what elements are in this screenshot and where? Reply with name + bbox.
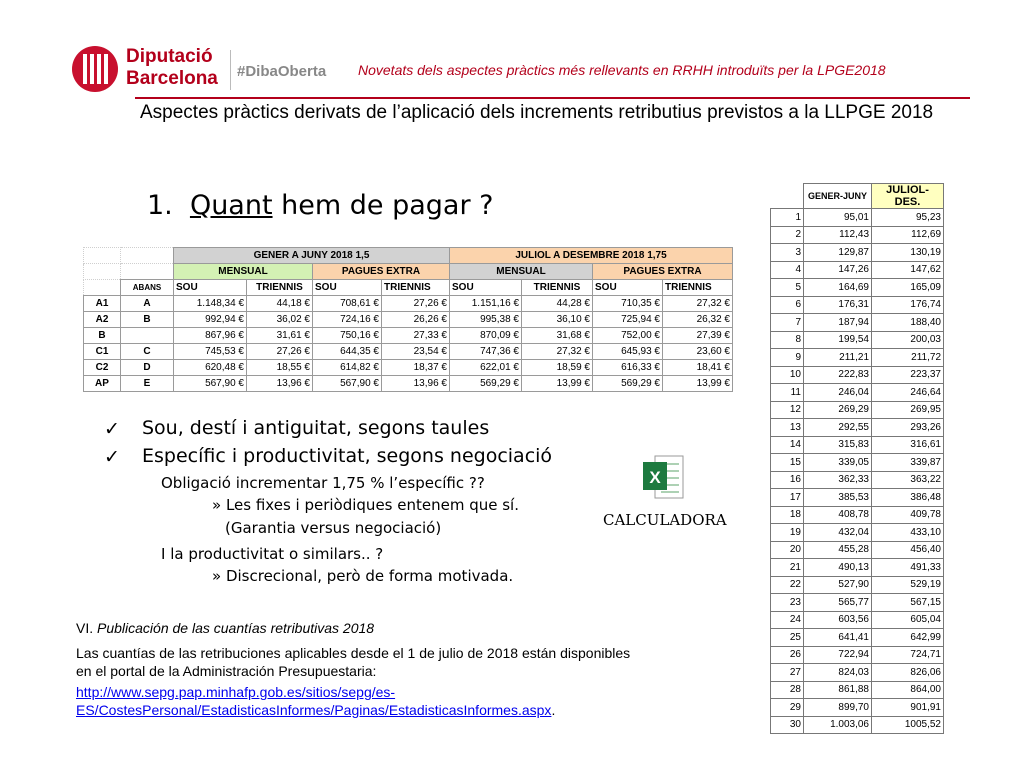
- juliol-des-cell: 112,69: [872, 226, 944, 244]
- footer-link-line1: [76, 684, 395, 700]
- index-cell: 9: [771, 349, 804, 367]
- juliol-des-cell: 293,26: [872, 419, 944, 437]
- gener-juny-cell: 339,05: [804, 454, 872, 472]
- question-underlined-word: Quant: [189, 190, 273, 221]
- amount-cell: 13,99 €: [522, 376, 593, 392]
- index-cell: 2: [771, 226, 804, 244]
- amount-cell: 867,96 €: [174, 328, 247, 344]
- section-vi-title: Publicación de las cuantías retributivas 2018: [97, 620, 375, 636]
- section-vi-heading: [76, 620, 374, 636]
- juliol-des-cell: 211,72: [872, 349, 944, 367]
- juliol-des-cell: 200,03: [872, 331, 944, 349]
- amount-cell: 27,32 €: [663, 296, 733, 312]
- amount-cell: 644,35 €: [313, 344, 382, 360]
- amount-cell: 708,61 €: [313, 296, 382, 312]
- trienni-table-body: [771, 209, 944, 734]
- abans-cell: C: [121, 344, 174, 360]
- index-cell: 4: [771, 261, 804, 279]
- group-cell: C1: [84, 344, 121, 360]
- sou-header: SOU: [174, 280, 247, 296]
- trienni-row: [771, 366, 944, 384]
- index-cell: 17: [771, 489, 804, 507]
- amount-cell: 1.151,16 €: [450, 296, 522, 312]
- amount-cell: 745,53 €: [174, 344, 247, 360]
- index-cell: 14: [771, 436, 804, 454]
- col-gener-juny-header: GENER-JUNY: [804, 184, 872, 209]
- juliol-des-cell: 642,99: [872, 629, 944, 647]
- line-productivitat: I la productivitat o similars.. ?: [161, 545, 384, 563]
- trienni-row: [771, 436, 944, 454]
- gener-juny-cell: 1.003,06: [804, 716, 872, 734]
- footer-link-line2: [76, 702, 555, 718]
- juliol-des-cell: 95,23: [872, 209, 944, 227]
- checkmark-icon: ✓: [104, 419, 120, 440]
- trienni-row: [771, 681, 944, 699]
- juliol-des-cell: 130,19: [872, 244, 944, 262]
- triennis-header: TRIENNIS: [382, 280, 450, 296]
- amount-cell: 44,18 €: [247, 296, 313, 312]
- amount-cell: 13,96 €: [247, 376, 313, 392]
- index-cell: 13: [771, 419, 804, 437]
- amount-cell: 26,32 €: [663, 312, 733, 328]
- salary-row: [84, 296, 733, 312]
- question-rest: hem de pagar ?: [272, 190, 494, 221]
- index-cell: 3: [771, 244, 804, 262]
- amount-cell: 26,26 €: [382, 312, 450, 328]
- gener-juny-cell: 315,83: [804, 436, 872, 454]
- trienni-row: [771, 541, 944, 559]
- amount-cell: 23,60 €: [663, 344, 733, 360]
- abans-header: ABANS: [121, 280, 174, 296]
- amount-cell: 724,16 €: [313, 312, 382, 328]
- gener-juny-cell: 824,03: [804, 664, 872, 682]
- gener-juny-cell: 187,94: [804, 314, 872, 332]
- trienni-row: [771, 471, 944, 489]
- gener-juny-cell: 455,28: [804, 541, 872, 559]
- index-cell: 11: [771, 384, 804, 402]
- trienni-row: [771, 506, 944, 524]
- salary-row: [84, 328, 733, 344]
- abans-cell: E: [121, 376, 174, 392]
- abans-cell: [121, 328, 174, 344]
- index-cell: 27: [771, 664, 804, 682]
- trienni-row: [771, 331, 944, 349]
- p2-mensual-header: MENSUAL: [450, 264, 593, 280]
- trienni-row: [771, 279, 944, 297]
- col-juliol-des-header: JULIOL-DES.: [872, 184, 944, 209]
- amount-cell: 1.148,34 €: [174, 296, 247, 312]
- group-cell: A1: [84, 296, 121, 312]
- amount-cell: 995,38 €: [450, 312, 522, 328]
- trienni-row: [771, 244, 944, 262]
- gener-juny-cell: 408,78: [804, 506, 872, 524]
- question-number: 1.: [147, 190, 173, 221]
- gener-juny-cell: 899,70: [804, 699, 872, 717]
- trienni-row: [771, 524, 944, 542]
- index-cell: 18: [771, 506, 804, 524]
- amount-cell: 31,68 €: [522, 328, 593, 344]
- juliol-des-cell: 567,15: [872, 594, 944, 612]
- trienni-row: [771, 646, 944, 664]
- juliol-des-cell: 188,40: [872, 314, 944, 332]
- salary-row: [84, 376, 733, 392]
- juliol-des-cell: 901,91: [872, 699, 944, 717]
- amount-cell: 725,94 €: [593, 312, 663, 328]
- line-fixes: » Les fixes i periòdiques entenem que sí.: [212, 496, 519, 514]
- index-cell: 5: [771, 279, 804, 297]
- trienni-row: [771, 629, 944, 647]
- gener-juny-cell: 112,43: [804, 226, 872, 244]
- sepg-link-part1[interactable]: http://www.sepg.pap.minhafp.gob.es/sitios/sepg/es-: [76, 684, 396, 700]
- header-title: Novetats dels aspectes pràctics més rellevants en RRHH introduïts per la LPGE2018: [358, 62, 886, 78]
- index-cell: 19: [771, 524, 804, 542]
- amount-cell: 569,29 €: [450, 376, 522, 392]
- hashtag: #DibaOberta: [237, 63, 327, 80]
- line-garantia: (Garantia versus negociació): [225, 519, 442, 537]
- amount-cell: 622,01 €: [450, 360, 522, 376]
- gener-juny-cell: 292,55: [804, 419, 872, 437]
- amount-cell: 18,59 €: [522, 360, 593, 376]
- checkmark-icon: ✓: [104, 447, 120, 468]
- amount-cell: 750,16 €: [313, 328, 382, 344]
- sepg-link-part2[interactable]: ES/CostesPersonal/EstadisticasInformes/Paginas/EstadisticasInformes.aspx: [76, 702, 552, 718]
- sou-header: SOU: [593, 280, 663, 296]
- juliol-des-cell: 724,71: [872, 646, 944, 664]
- index-cell: 30: [771, 716, 804, 734]
- amount-cell: 567,90 €: [174, 376, 247, 392]
- amount-cell: 614,82 €: [313, 360, 382, 376]
- index-cell: 21: [771, 559, 804, 577]
- amount-cell: 620,48 €: [174, 360, 247, 376]
- index-cell: 24: [771, 611, 804, 629]
- juliol-des-cell: 491,33: [872, 559, 944, 577]
- trienni-row: [771, 314, 944, 332]
- excel-icon[interactable]: [641, 454, 685, 500]
- trienni-row: [771, 454, 944, 472]
- excel-letter: X: [649, 468, 661, 487]
- slide-subtitle: Aspectes pràctics derivats de l’aplicació dels increments retributius previstos a la LLPGE 2018: [140, 102, 934, 123]
- trienni-row: [771, 594, 944, 612]
- gener-juny-cell: 565,77: [804, 594, 872, 612]
- trienni-row: [771, 401, 944, 419]
- amount-cell: 27,26 €: [382, 296, 450, 312]
- juliol-des-cell: 246,64: [872, 384, 944, 402]
- index-cell: 10: [771, 366, 804, 384]
- juliol-des-cell: 529,19: [872, 576, 944, 594]
- gener-juny-cell: 641,41: [804, 629, 872, 647]
- trienni-row: [771, 559, 944, 577]
- gener-juny-cell: 164,69: [804, 279, 872, 297]
- gener-juny-cell: 211,21: [804, 349, 872, 367]
- group-cell: AP: [84, 376, 121, 392]
- juliol-des-cell: 165,09: [872, 279, 944, 297]
- juliol-des-cell: 456,40: [872, 541, 944, 559]
- juliol-des-cell: 147,62: [872, 261, 944, 279]
- salary-row: [84, 360, 733, 376]
- amount-cell: 18,41 €: [663, 360, 733, 376]
- gener-juny-cell: 490,13: [804, 559, 872, 577]
- amount-cell: 616,33 €: [593, 360, 663, 376]
- amount-cell: 992,94 €: [174, 312, 247, 328]
- trienni-row: [771, 611, 944, 629]
- juliol-des-cell: 409,78: [872, 506, 944, 524]
- gener-juny-cell: 129,87: [804, 244, 872, 262]
- amount-cell: 18,37 €: [382, 360, 450, 376]
- period2-header: JULIOL A DESEMBRE 2018 1,75: [450, 248, 733, 264]
- index-cell: 8: [771, 331, 804, 349]
- salary-row: [84, 344, 733, 360]
- trienni-row: [771, 664, 944, 682]
- org-name-line1: Diputació: [126, 46, 213, 67]
- trienni-table: [770, 183, 944, 734]
- abans-cell: B: [121, 312, 174, 328]
- amount-cell: 36,02 €: [247, 312, 313, 328]
- salary-table: [83, 247, 733, 392]
- amount-cell: 752,00 €: [593, 328, 663, 344]
- gener-juny-cell: 432,04: [804, 524, 872, 542]
- trienni-row: [771, 209, 944, 227]
- amount-cell: 747,36 €: [450, 344, 522, 360]
- juliol-des-cell: 433,10: [872, 524, 944, 542]
- amount-cell: 710,35 €: [593, 296, 663, 312]
- gener-juny-cell: 722,94: [804, 646, 872, 664]
- trienni-row: [771, 576, 944, 594]
- amount-cell: 44,28 €: [522, 296, 593, 312]
- amount-cell: 23,54 €: [382, 344, 450, 360]
- index-cell: 29: [771, 699, 804, 717]
- amount-cell: 569,29 €: [593, 376, 663, 392]
- juliol-des-cell: 223,37: [872, 366, 944, 384]
- index-cell: 16: [771, 471, 804, 489]
- index-cell: 22: [771, 576, 804, 594]
- salary-row: [84, 312, 733, 328]
- amount-cell: 13,99 €: [663, 376, 733, 392]
- index-cell: 6: [771, 296, 804, 314]
- index-cell: 25: [771, 629, 804, 647]
- diputacio-logo: [72, 46, 118, 92]
- org-name-line2: Barcelona: [126, 68, 218, 89]
- trienni-row: [771, 261, 944, 279]
- juliol-des-cell: 826,06: [872, 664, 944, 682]
- triennis-header: TRIENNIS: [247, 280, 313, 296]
- trienni-row: [771, 384, 944, 402]
- triennis-header: TRIENNIS: [522, 280, 593, 296]
- index-cell: 28: [771, 681, 804, 699]
- juliol-des-cell: 386,48: [872, 489, 944, 507]
- bullet-especific: Específic i productivitat, segons negociació: [142, 445, 553, 467]
- gener-juny-cell: 362,33: [804, 471, 872, 489]
- index-cell: 15: [771, 454, 804, 472]
- index-cell: 12: [771, 401, 804, 419]
- juliol-des-cell: 269,95: [872, 401, 944, 419]
- gener-juny-cell: 603,56: [804, 611, 872, 629]
- gener-juny-cell: 95,01: [804, 209, 872, 227]
- group-cell: C2: [84, 360, 121, 376]
- trienni-row: [771, 699, 944, 717]
- footer-paragraph-line2: en el portal de la Administración Presupuestaria:: [76, 663, 377, 679]
- trienni-row: [771, 349, 944, 367]
- index-cell: 7: [771, 314, 804, 332]
- trienni-row: [771, 296, 944, 314]
- amount-cell: 13,96 €: [382, 376, 450, 392]
- salary-table-body: [84, 296, 733, 392]
- line-discrecional: » Discrecional, però de forma motivada.: [212, 567, 514, 585]
- trienni-row: [771, 716, 944, 734]
- gener-juny-cell: 269,29: [804, 401, 872, 419]
- p1-pagues-header: PAGUES EXTRA: [313, 264, 450, 280]
- amount-cell: 645,93 €: [593, 344, 663, 360]
- gener-juny-cell: 222,83: [804, 366, 872, 384]
- bullet-sou: Sou, destí i antiguitat, segons taules: [142, 417, 490, 439]
- gener-juny-cell: 199,54: [804, 331, 872, 349]
- amount-cell: 27,39 €: [663, 328, 733, 344]
- abans-cell: D: [121, 360, 174, 376]
- index-cell: 1: [771, 209, 804, 227]
- trienni-row: [771, 489, 944, 507]
- juliol-des-cell: 363,22: [872, 471, 944, 489]
- sou-header: SOU: [313, 280, 382, 296]
- gener-juny-cell: 176,31: [804, 296, 872, 314]
- index-cell: 23: [771, 594, 804, 612]
- gener-juny-cell: 861,88: [804, 681, 872, 699]
- gener-juny-cell: 527,90: [804, 576, 872, 594]
- section-question: [147, 190, 493, 221]
- header-divider: [230, 50, 231, 90]
- group-cell: B: [84, 328, 121, 344]
- footer-paragraph-line1: Las cuantías de las retribuciones aplicables desde el 1 de julio de 2018 están disponibles: [76, 645, 631, 661]
- footer-period: .: [551, 702, 556, 718]
- gener-juny-cell: 147,26: [804, 261, 872, 279]
- juliol-des-cell: 339,87: [872, 454, 944, 472]
- p2-pagues-header: PAGUES EXTRA: [593, 264, 733, 280]
- section-vi-prefix: VI.: [76, 620, 98, 636]
- sou-header: SOU: [450, 280, 522, 296]
- calculadora-label[interactable]: CALCULADORA: [603, 511, 727, 529]
- gener-juny-cell: 246,04: [804, 384, 872, 402]
- amount-cell: 27,33 €: [382, 328, 450, 344]
- juliol-des-cell: 176,74: [872, 296, 944, 314]
- juliol-des-cell: 1005,52: [872, 716, 944, 734]
- abans-cell: A: [121, 296, 174, 312]
- period1-header: GENER A JUNY 2018 1,5: [174, 248, 450, 264]
- amount-cell: 31,61 €: [247, 328, 313, 344]
- amount-cell: 18,55 €: [247, 360, 313, 376]
- trienni-row: [771, 226, 944, 244]
- line-obligacio: Obligació incrementar 1,75 % l’específic ??: [161, 474, 485, 492]
- juliol-des-cell: 605,04: [872, 611, 944, 629]
- gener-juny-cell: 385,53: [804, 489, 872, 507]
- amount-cell: 27,32 €: [522, 344, 593, 360]
- juliol-des-cell: 316,61: [872, 436, 944, 454]
- amount-cell: 36,10 €: [522, 312, 593, 328]
- triennis-header: TRIENNIS: [663, 280, 733, 296]
- amount-cell: 27,26 €: [247, 344, 313, 360]
- amount-cell: 567,90 €: [313, 376, 382, 392]
- amount-cell: 870,09 €: [450, 328, 522, 344]
- juliol-des-cell: 864,00: [872, 681, 944, 699]
- group-cell: A2: [84, 312, 121, 328]
- p1-mensual-header: MENSUAL: [174, 264, 313, 280]
- header-rule: [135, 97, 970, 99]
- index-cell: 20: [771, 541, 804, 559]
- index-cell: 26: [771, 646, 804, 664]
- trienni-row: [771, 419, 944, 437]
